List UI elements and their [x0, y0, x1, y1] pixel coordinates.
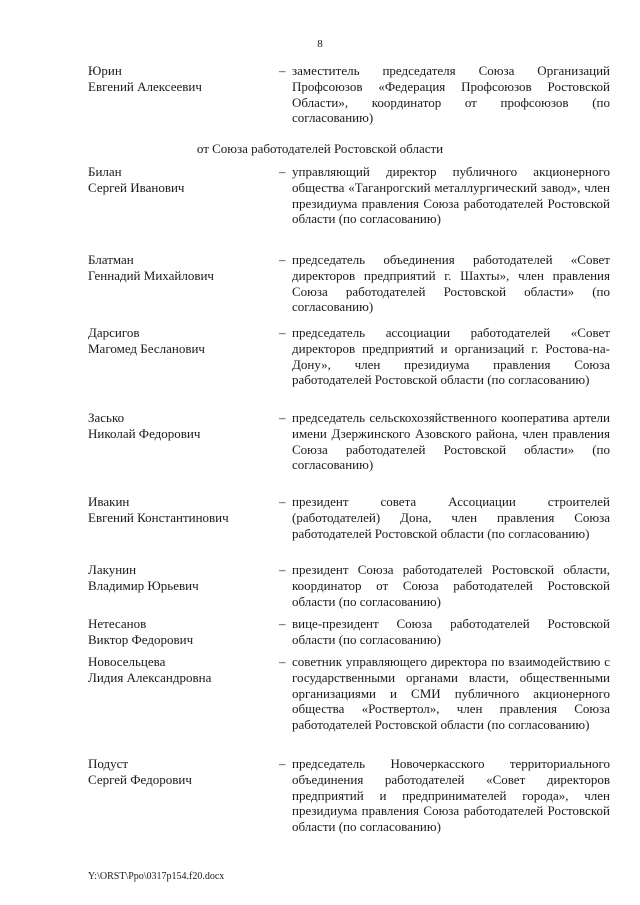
member-given-name: Виктор Федорович [88, 631, 194, 647]
member-role: президент совета Ассоциации строителей (работодателей) Дона, член правления Союза работодателей Ростовской области (по согласованию) [292, 494, 610, 541]
member-role: председатель ассоциации работодателей «Совет директоров предприятий и организаций г. Ростова-на-Дону», член президиума правления Союза работодателей Ростовской области (по согласованию) [292, 325, 610, 388]
member-role: управляющий директор публичного акционерного общества «Таганрогский металлургический завод», член президиума правления Союза работодателей Ростовской области (по согласованию) [292, 164, 610, 227]
member-given-name: Владимир Юрьевич [88, 577, 199, 593]
member-name [88, 494, 278, 526]
member-name [88, 756, 278, 788]
section-heading: от Союза работодателей Ростовской области [196, 141, 444, 156]
member-role: президент Союза работодателей Ростовской области, координатор от Союза работодателей Ростовской области (по согласованию) [292, 562, 610, 609]
member-given-name: Николай Федорович [88, 425, 201, 441]
member-name [88, 325, 278, 357]
member-given-name: Сергей Иванович [88, 179, 185, 195]
dash-separator: – [279, 63, 286, 78]
member-given-name: Лидия Александровна [88, 669, 212, 685]
member-surname: Дарсигов [88, 325, 140, 340]
member-surname: Лакунин [88, 562, 137, 577]
page-number: 8 [317, 38, 323, 50]
member-entry-novoseltseva [88, 654, 610, 750]
member-role: заместитель председателя Союза Организаций Профсоюзов «Федерация Профсоюзов Ростовской Области», координатор от профсоюзов (по согласованию) [292, 63, 610, 126]
member-name [88, 562, 278, 594]
member-given-name: Евгений Константинович [88, 509, 229, 525]
member-surname: Билан [88, 164, 122, 179]
dash-separator: – [279, 252, 286, 267]
member-entry-blatman [88, 252, 610, 316]
dash-separator: – [279, 325, 286, 340]
member-entry-bilan [88, 164, 610, 244]
member-surname: Подуст [88, 756, 129, 771]
member-surname: Юрин [88, 63, 122, 78]
member-surname: Блатман [88, 252, 134, 267]
member-name [88, 252, 278, 284]
member-entry-yurin [88, 63, 610, 125]
dash-separator: – [279, 410, 286, 425]
member-role: вице-президент Союза работодателей Ростовской области (по согласованию) [292, 616, 610, 647]
member-role: советник управляющего директора по взаимодействию с государственными органами власти, общественными организациями и СМИ публичного акционерного общества «Роствертол», член правления Союза работодателей Ростовской области (по согласованию) [292, 654, 610, 733]
member-surname: Засько [88, 410, 125, 425]
member-given-name: Магомед Бесланович [88, 340, 205, 356]
member-role: председатель объединения работодателей «Совет директоров предприятий г. Шахты», член правления Союза работодателей Ростовской области» (по согласованию) [292, 252, 610, 315]
member-role: председатель Новочеркасского территориального объединения работодателей «Совет директоров предприятий и предпринимателей города», член президиума правления Союза работодателей Ростовской области (по согласованию) [292, 756, 610, 835]
member-entry-ivakin [88, 494, 610, 558]
dash-separator: – [279, 654, 286, 669]
member-role: председатель сельскохозяйственного кооператива артели имени Дзержинского Азовского района, член правления Союза работодателей Ростовской области» (по согласованию) [292, 410, 610, 473]
member-surname: Новосельцева [88, 654, 166, 669]
dash-separator: – [279, 164, 286, 179]
member-entry-podust [88, 756, 610, 836]
member-surname: Ивакин [88, 494, 130, 509]
member-given-name: Геннадий Михайлович [88, 267, 214, 283]
member-name [88, 654, 278, 686]
member-entry-lakunin [88, 562, 610, 610]
member-name [88, 616, 278, 648]
footer-file-path: Y:\ORST\Ppo\0317p154.f20.docx [88, 871, 225, 882]
dash-separator: – [279, 616, 286, 631]
member-entry-zasko [88, 410, 610, 490]
member-name [88, 164, 278, 196]
member-name [88, 63, 278, 95]
member-name [88, 410, 278, 442]
member-given-name: Евгений Алексеевич [88, 78, 202, 94]
dash-separator: – [279, 562, 286, 577]
dash-separator: – [279, 756, 286, 771]
member-entry-netesanov [88, 616, 610, 648]
member-entry-darsigov [88, 325, 610, 405]
dash-separator: – [279, 494, 286, 509]
member-given-name: Сергей Федорович [88, 771, 192, 787]
member-surname: Нетесанов [88, 616, 147, 631]
